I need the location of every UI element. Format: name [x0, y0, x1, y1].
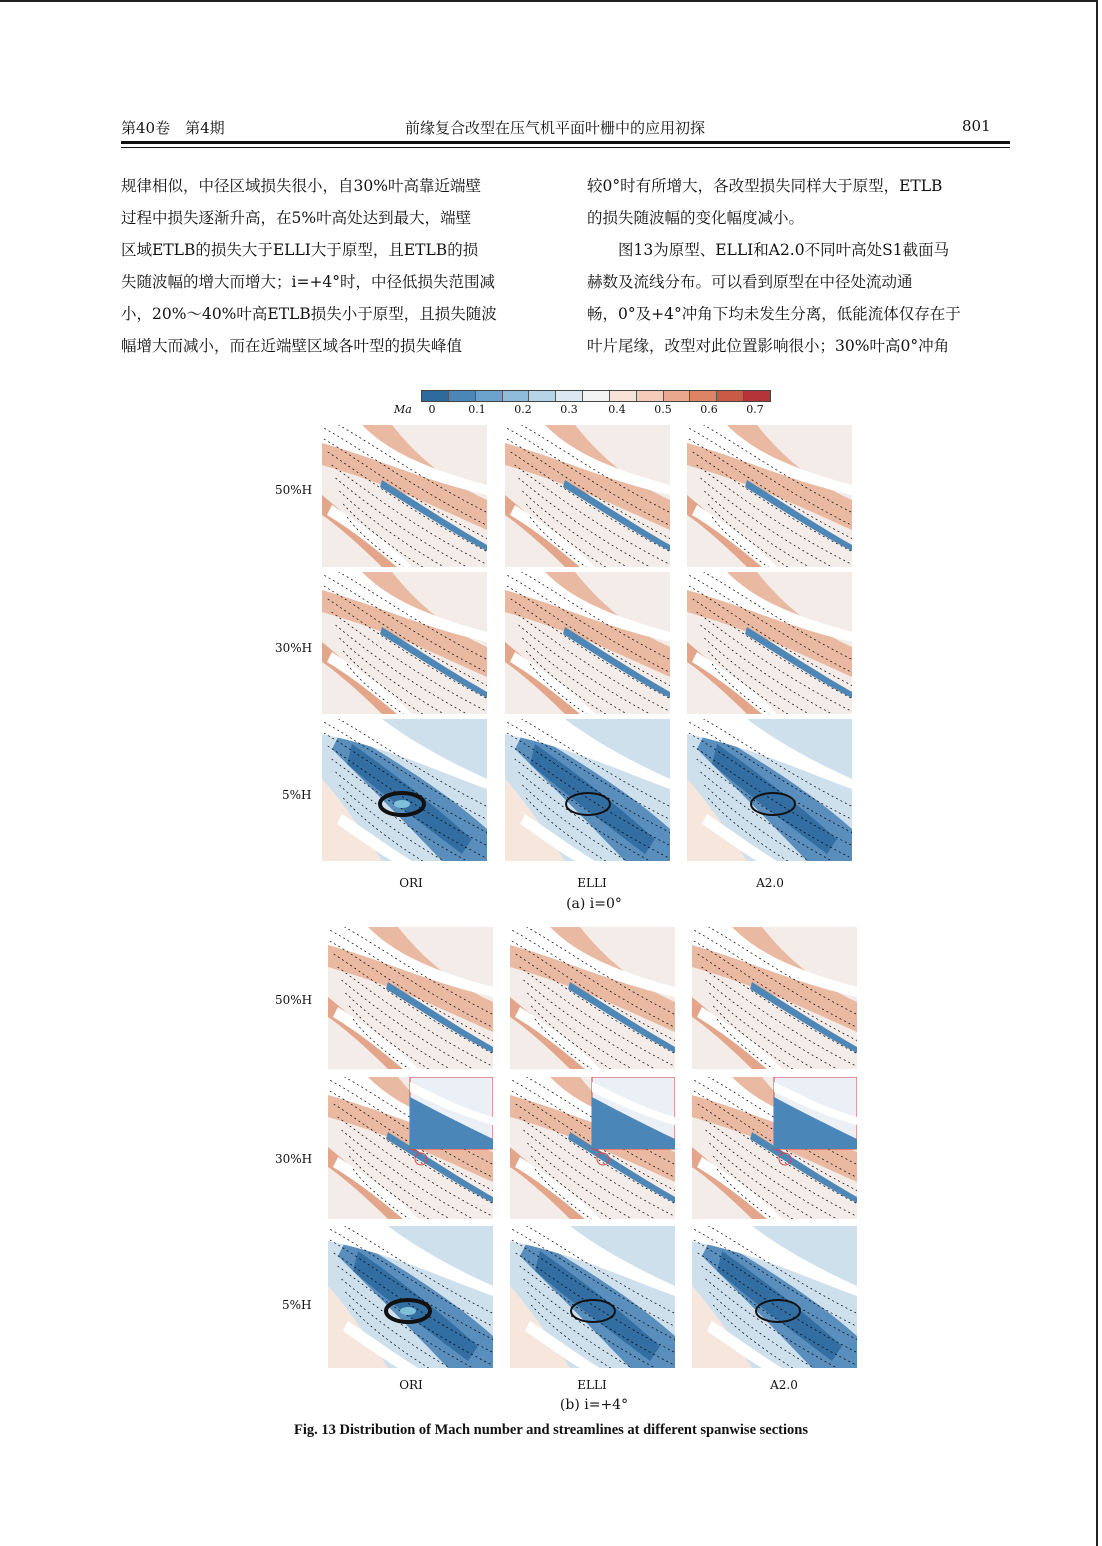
colorbar-swatch — [476, 391, 503, 401]
colorbar-swatch — [717, 391, 744, 401]
subfigure-label-a: (a) i=0° — [566, 896, 622, 912]
row-label-a-50: 50%H — [275, 483, 313, 497]
running-title: 前缘复合改型在压气机平面叶栅中的应用初探 — [405, 119, 706, 137]
colorbar-tick-label: 0.1 — [468, 403, 486, 416]
row-label-b-5: 5%H — [282, 1298, 312, 1312]
contour-panel — [328, 1077, 493, 1219]
colorbar-swatch — [529, 391, 556, 401]
colorbar-swatch — [556, 391, 583, 401]
colorbar-label: Ma — [394, 403, 412, 416]
row-label-b-50: 50%H — [275, 993, 313, 1007]
contour-panel — [692, 927, 857, 1069]
page-border-right — [1096, 0, 1098, 1546]
text-line: 区域ETLB的损失大于ELLI大于原型，且ETLB的损 — [121, 241, 479, 259]
colorbar-tick-label: 0.2 — [514, 403, 532, 416]
figure-caption: Fig. 13 Distribution of Mach number and streamlines at different spanwise sections — [294, 1422, 808, 1438]
contour-panel — [510, 1077, 675, 1219]
text-line: 的损失随波幅的变化幅度减小。 — [587, 209, 805, 227]
header-rule-thin — [121, 147, 1010, 148]
col-label-elli-a: ELLI — [577, 876, 607, 890]
mach-colorbar — [421, 390, 771, 402]
contour-panel — [692, 1077, 857, 1219]
colorbar-swatch — [744, 391, 770, 401]
row-label-b-30: 30%H — [275, 1152, 313, 1166]
text-column-right — [587, 170, 1012, 362]
colorbar-tick-label: 0.7 — [746, 403, 764, 416]
text-line: 失随波幅的增大而增大；i=+4°时，中径低损失范围减 — [121, 273, 496, 291]
contour-panel — [328, 1226, 493, 1368]
row-label-a-30: 30%H — [275, 641, 313, 655]
colorbar-swatch — [583, 391, 610, 401]
contour-panel — [328, 927, 493, 1069]
page-border-top — [0, 0, 1097, 2]
col-label-ori-b: ORI — [399, 1378, 423, 1392]
contour-panel — [322, 425, 487, 567]
col-label-ori-a: ORI — [399, 876, 423, 890]
colorbar-tick-label: 0.3 — [560, 403, 578, 416]
row-label-a-5: 5%H — [282, 788, 312, 802]
colorbar-swatch — [664, 391, 691, 401]
colorbar-tick-label: 0.6 — [700, 403, 718, 416]
colorbar-tick-label: 0.4 — [608, 403, 626, 416]
text-line: 叶片尾缘，改型对此位置影响很小；30%叶高0°冲角 — [587, 337, 950, 355]
text-line: 赫数及流线分布。可以看到原型在中径处流动通 — [587, 273, 913, 291]
text-line: 小，20%～40%叶高ETLB损失小于原型，且损失随波 — [121, 305, 497, 323]
colorbar-swatch — [610, 391, 637, 401]
contour-panel — [505, 572, 670, 714]
contour-panel — [692, 1226, 857, 1368]
text-line: 图13为原型、ELLI和A2.0不同叶高处S1截面马 — [618, 241, 950, 259]
contour-panel — [505, 425, 670, 567]
contour-panel — [505, 719, 670, 861]
header-rule-thick — [121, 141, 1010, 144]
colorbar-swatch — [690, 391, 717, 401]
col-label-elli-b: ELLI — [577, 1378, 607, 1392]
contour-panel — [687, 719, 852, 861]
text-line: 过程中损失逐渐升高，在5%叶高处达到最大，端壁 — [121, 209, 472, 227]
contour-panel — [687, 425, 852, 567]
contour-panel — [322, 719, 487, 861]
contour-panel — [322, 572, 487, 714]
colorbar-swatch — [449, 391, 476, 401]
journal-volume-issue: 第40卷 第4期 — [121, 119, 225, 137]
text-line: 幅增大而减小，而在近端壁区域各叶型的损失峰值 — [121, 337, 463, 355]
contour-panel — [510, 927, 675, 1069]
contour-panel — [687, 572, 852, 714]
text-line: 较0°时有所增大，各改型损失同样大于原型，ETLB — [587, 177, 943, 195]
colorbar-tick-label: 0.5 — [654, 403, 672, 416]
colorbar-swatch — [637, 391, 664, 401]
colorbar-tick-label: 0 — [428, 403, 436, 416]
colorbar-swatch — [422, 391, 449, 401]
text-line: 规律相似，中径区域损失很小，自30%叶高靠近端壁 — [121, 177, 481, 195]
col-label-a20-a: A2.0 — [756, 876, 784, 890]
subfigure-label-b: (b) i=+4° — [559, 1397, 629, 1413]
colorbar-swatch — [503, 391, 530, 401]
text-column-left — [121, 170, 546, 362]
contour-panel — [510, 1226, 675, 1368]
page-number: 801 — [962, 117, 991, 135]
text-line: 畅，0°及+4°冲角下均未发生分离，低能流体仅存在于 — [587, 305, 961, 323]
col-label-a20-b: A2.0 — [770, 1378, 798, 1392]
